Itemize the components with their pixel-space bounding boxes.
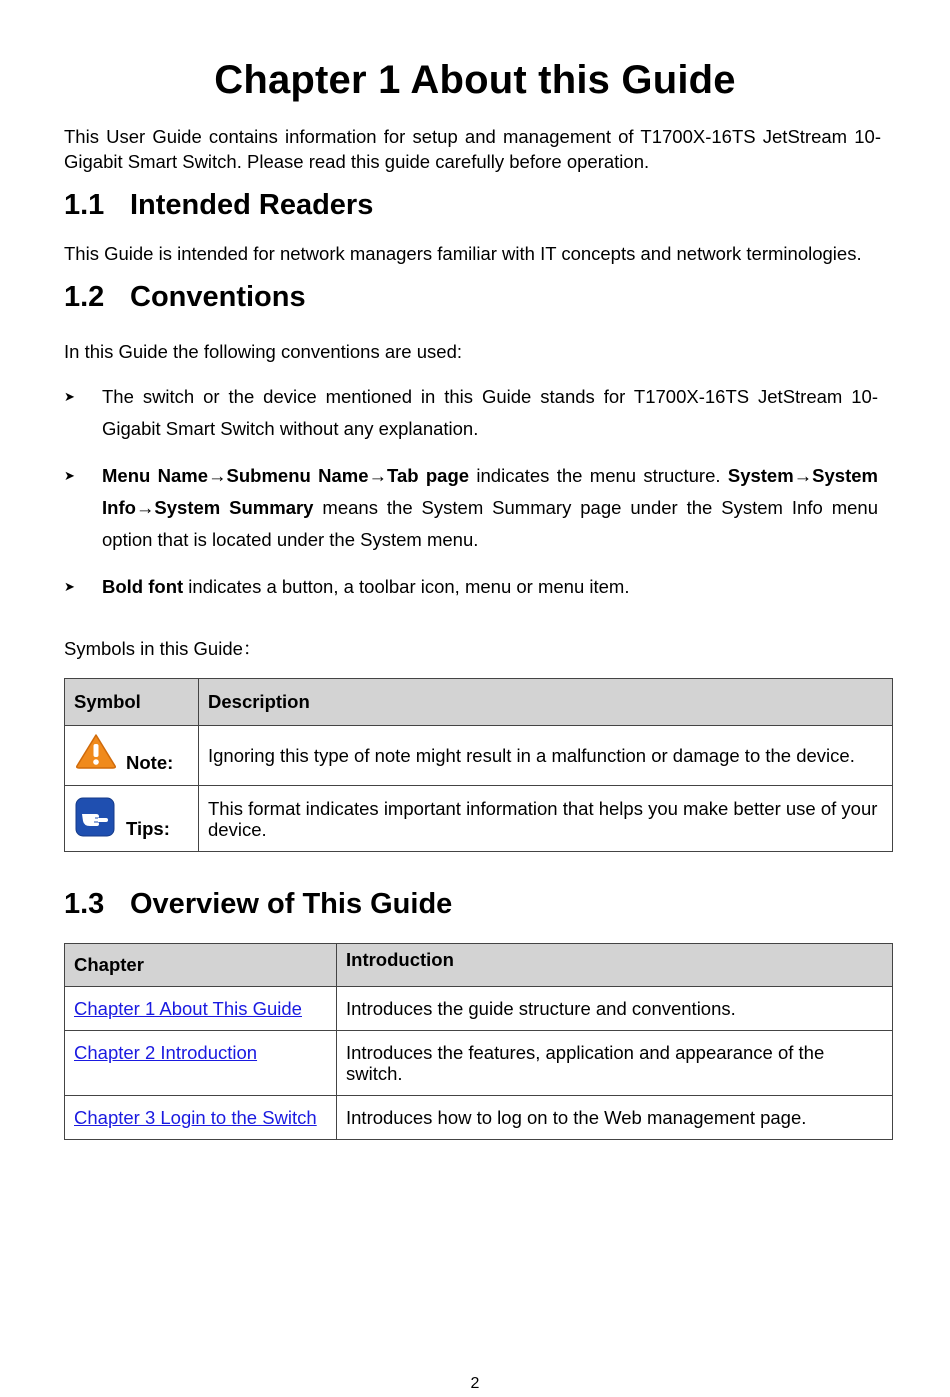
section-title: Conventions (130, 281, 306, 313)
page-number: 2 (470, 1375, 480, 1392)
conventions-intro: In this Guide the following conventions are used: (64, 341, 462, 362)
tips-label: Tips: (126, 818, 170, 839)
section-heading-1-2 (64, 281, 306, 314)
table-header-row (65, 679, 893, 726)
note-symbol-cell (65, 726, 199, 786)
table-row (65, 786, 893, 852)
note-description: Ignoring this type of note might result in a malfunction or damage to the device. (199, 726, 893, 786)
table-row (65, 987, 893, 1031)
chevron-right-icon: ➤ (64, 579, 75, 594)
warning-triangle-icon (75, 733, 117, 769)
bold-font-label: Bold font (102, 576, 184, 597)
symbols-table (64, 678, 893, 852)
intro-cell: Introduces how to log on to the Web management page. (337, 1096, 893, 1140)
bullet-text-part: indicates a button, a toolbar icon, menu or menu item. (183, 576, 630, 597)
chevron-right-icon: ➤ (64, 468, 75, 483)
section-heading-1-3 (64, 888, 452, 921)
section-number: 1.3 (64, 888, 105, 920)
intended-readers-text: This Guide is intended for network managers familiar with IT concepts and network terminologies. (64, 243, 862, 264)
bold-menu-path: Menu Name→Submenu Name→Tab page (102, 465, 470, 486)
bullet-text (102, 460, 878, 556)
table-row (65, 1031, 893, 1096)
chapter-title: Chapter 1 About this Guide (214, 58, 736, 102)
intro-cell: Introduces the guide structure and conventions. (337, 987, 893, 1031)
intro-cell: Introduces the features, application and appearance of the switch. (337, 1031, 893, 1096)
header-description: Description (199, 679, 893, 726)
section-heading-1-1 (64, 189, 373, 222)
table-row (65, 726, 893, 786)
note-label: Note: (126, 752, 174, 773)
convention-bullet (64, 460, 878, 556)
table-row (65, 1096, 893, 1140)
chapter-cell (65, 987, 337, 1031)
section-number: 1.1 (64, 189, 105, 221)
pointing-hand-icon (75, 797, 115, 837)
chevron-right-icon: ➤ (64, 389, 75, 404)
chapter-2-link[interactable]: Chapter 2 Introduction (74, 1042, 258, 1063)
section-title: Overview of This Guide (130, 888, 453, 920)
bullet-text-part: indicates the menu structure. (469, 465, 728, 486)
chapter-1-link[interactable]: Chapter 1 About This Guide (74, 997, 302, 1019)
convention-bullet (64, 571, 878, 603)
tips-description: This format indicates important information that helps you make better use of your device. (199, 786, 893, 852)
header-symbol: Symbol (65, 679, 199, 726)
convention-bullet (64, 381, 878, 445)
chapter-cell (65, 1031, 337, 1096)
header-chapter: Chapter (65, 944, 337, 987)
tips-symbol-cell (65, 786, 199, 852)
intro-paragraph: This User Guide contains information for setup and management of T1700X-16TS JetStream 10-Gigabit Smart Switch. Please read this guide carefully before operation. (64, 126, 881, 172)
section-number: 1.2 (64, 281, 105, 313)
chapter-cell (65, 1096, 337, 1140)
symbols-intro: Symbols in this Guide： (64, 638, 262, 659)
table-header-row (65, 944, 893, 987)
bullet-text (102, 571, 878, 603)
section-title: Intended Readers (130, 189, 374, 221)
bullet-text-part: means the System Summary page under the System Info menu option that is located under the System menu. (102, 497, 878, 550)
chapter-3-link[interactable]: Chapter 3 Login to the Switch (74, 1106, 317, 1128)
bold-menu-example: System→System Info→System Summary (102, 465, 878, 518)
bullet-text: The switch or the device mentioned in this Guide stands for T1700X-16TS JetStream 10-Gigabit Smart Switch without any explanation. (102, 386, 878, 439)
header-introduction: Introduction (337, 944, 893, 987)
overview-table (64, 943, 893, 1140)
